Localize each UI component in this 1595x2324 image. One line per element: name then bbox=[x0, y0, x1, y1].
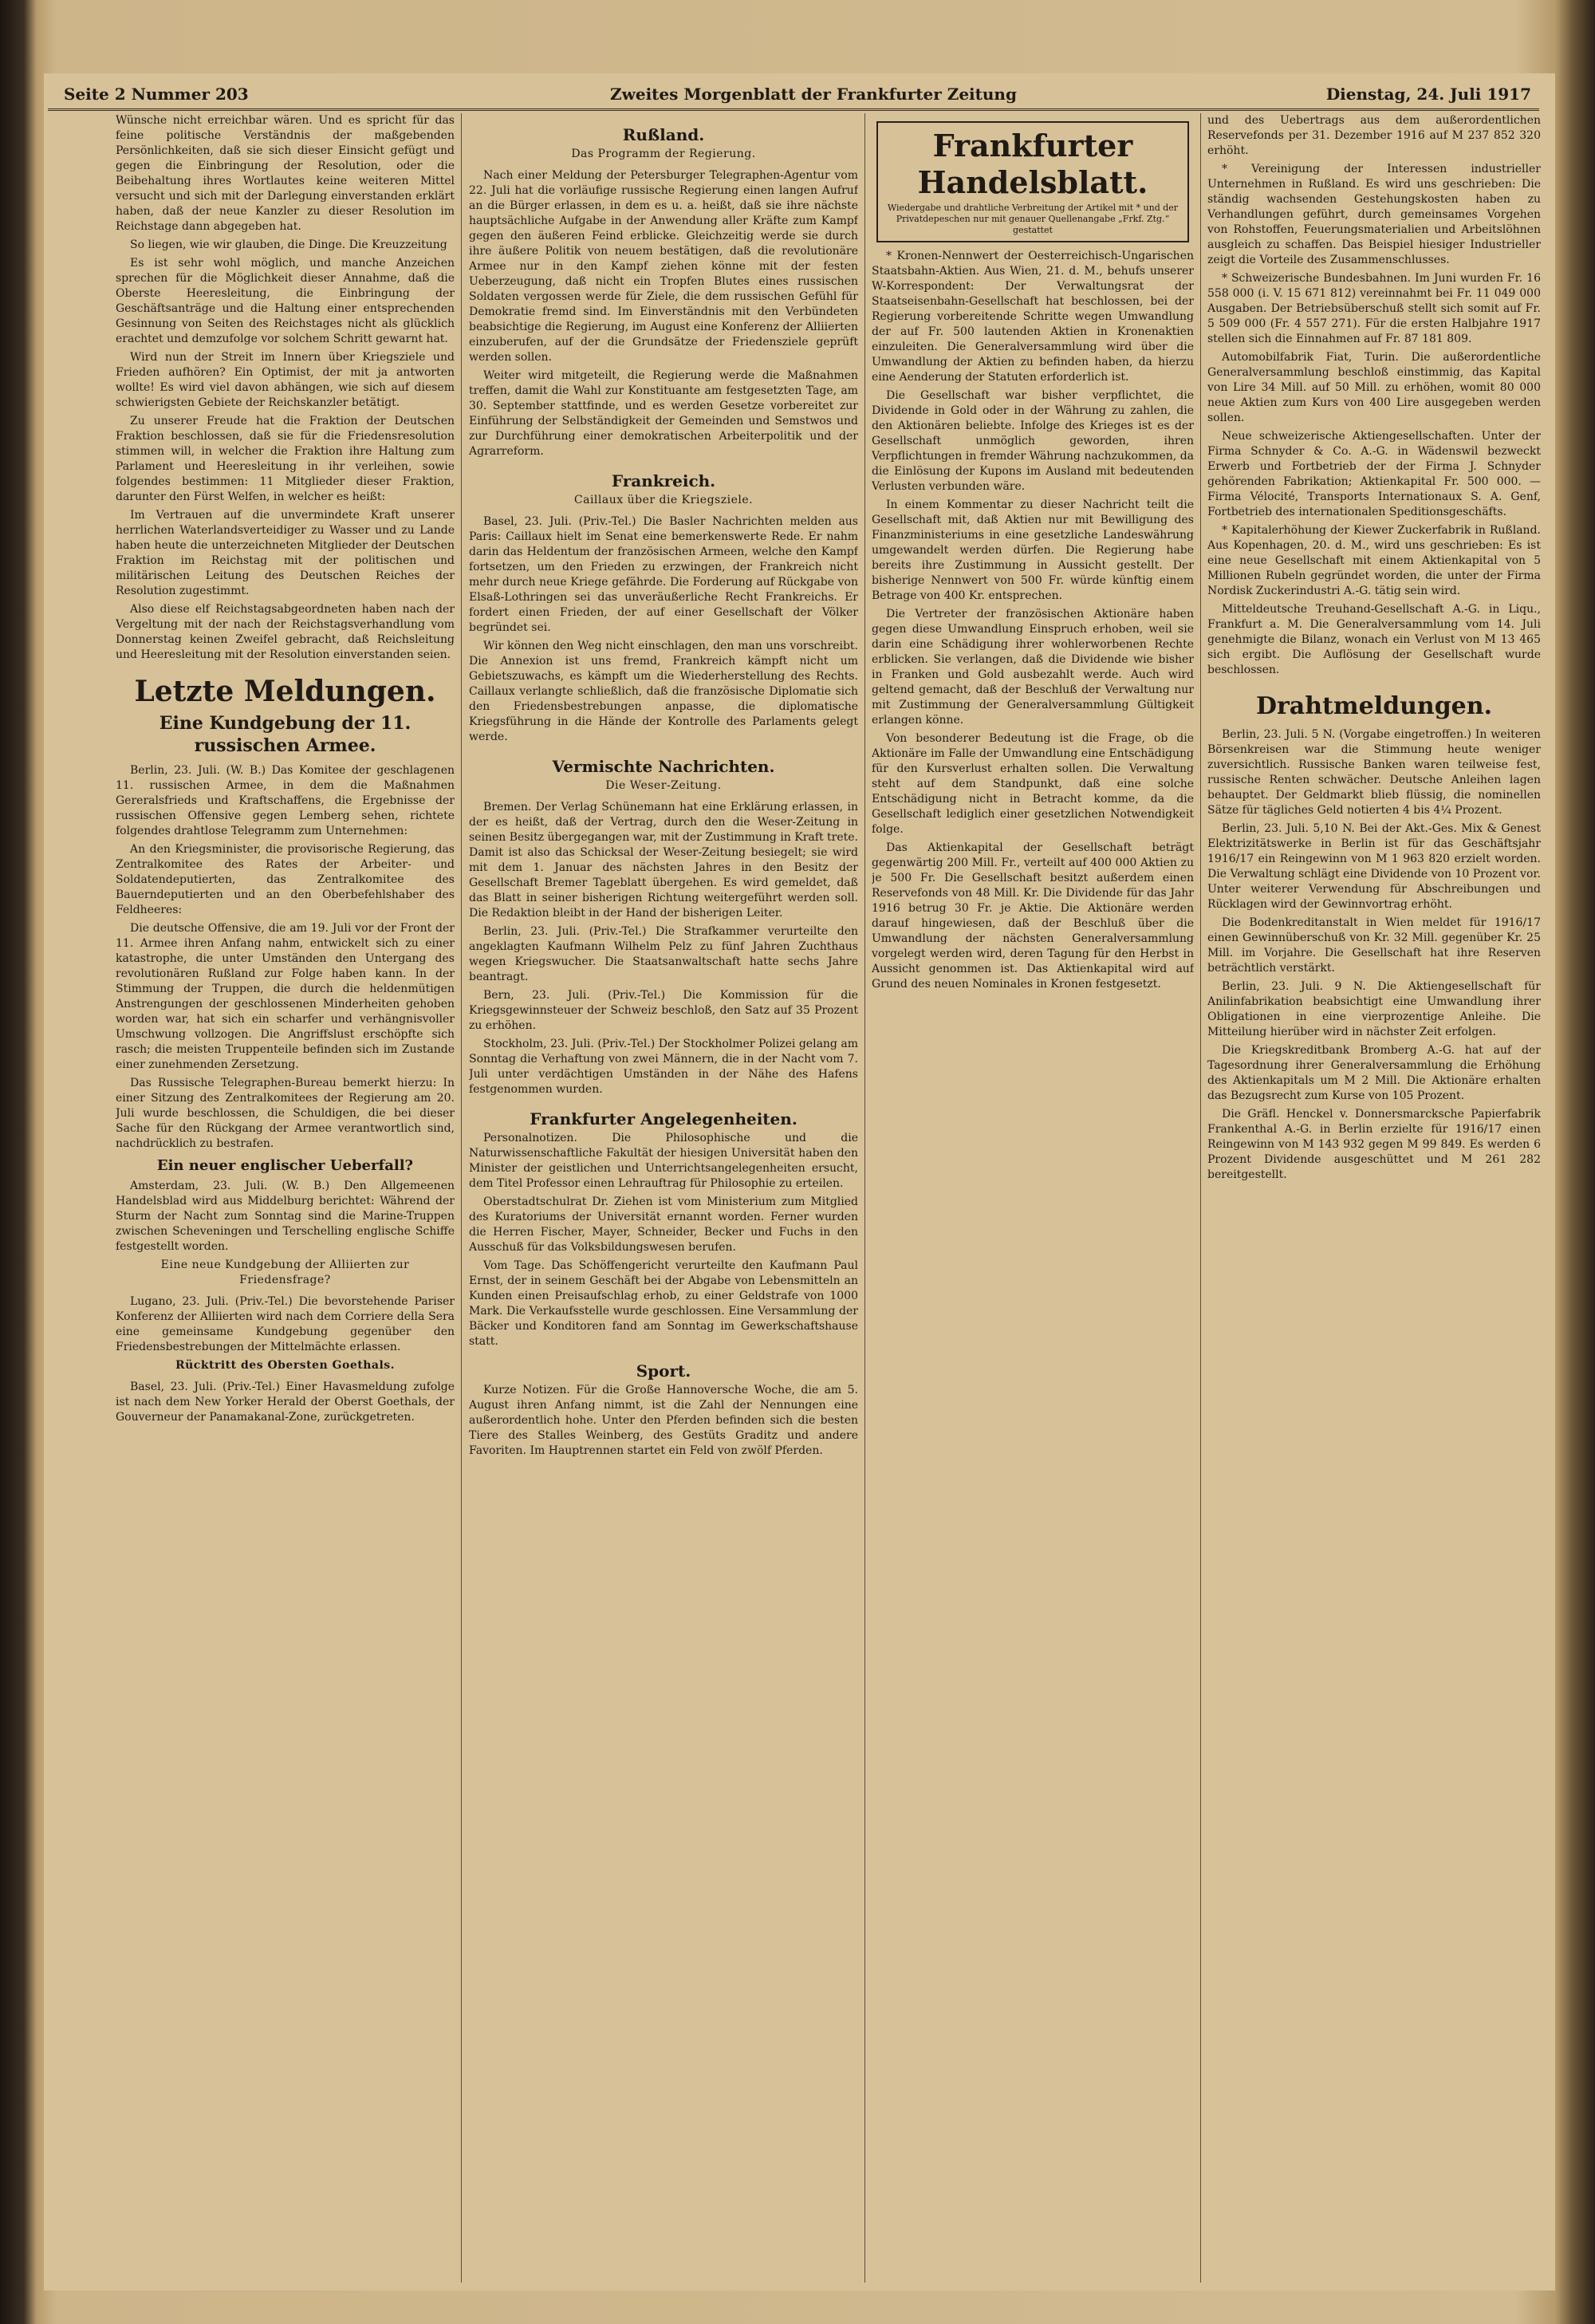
article-paragraph: Amsterdam, 23. Juli. (W. B.) Den Allgemeenen Handelsblad wird aus Middelburg berichtet: Während der Sturm der Nacht zum Sonntag sind die Marine-Truppen zwischen Scheveningen und Terschelling englische Schiffe festgestellt worden. bbox=[116, 1180, 455, 1253]
column-rule bbox=[1200, 113, 1201, 2283]
section-subheading: Das Programm der Regierung. bbox=[571, 148, 756, 160]
article-paragraph: Neue schweizerische Aktiengesellschaften. Unter der Firma Schnyder & Co. A.-G. in Wädenswil bezweckt Erwerb und Fortbetrieb der der Firma J. Schnyder gehörenden Fabrikation; Aktienkapital Fr. 500 000. — Firma Vélocité, Transports Internationaux S. A. Genf, Fortbetrieb des internationalen Speditionsgeschäfts. bbox=[1207, 430, 1541, 518]
article-paragraph: Das Aktienkapital der Gesellschaft beträgt gegenwärtig 200 Mill. Fr., verteilt auf 400 000 Aktien zu je 500 Fr. Die Gesellschaft besitzt außerdem einen Reservefonds von 48 Mill. Kr. Die Dividende für das Jahr 1916 betrug 30 Fr. je Aktie. Die Aktionäre werden darauf hingewiesen, daß der Beschluß über die Umwandlung der nächsten Generalversammlung vorgelegt werden wird, deren Tagung für den Herbst in Aussicht genommen ist. Das Aktienkapital wird auf Grund des neuen Nominales in Kronen festgesetzt. bbox=[872, 841, 1194, 991]
article-paragraph: Bern, 23. Juli. (Priv.-Tel.) Die Kommission für die Kriegsgewinnsteuer der Schweiz beschloß, den Satz auf 35 Prozent zu erhöhen. bbox=[469, 989, 858, 1032]
article-paragraph: Mitteldeutsche Treuhand-Gesellschaft A.-G. in Liqu., Frankfurt a. M. Die Generalversammlung vom 14. Juli genehmigte die Bilanz, wonach ein Verlust von M 13 465 sich ergibt. Die Auflösung der Gesellschaft wurde beschlossen. bbox=[1207, 603, 1541, 676]
article-paragraph: Wird nun der Streit im Innern über Kriegsziele und Frieden aufhören? Ein Optimist, der mit ja antworten wollte! Es wird viel davon abhängen, wie sich auf diesem schwierigsten Gebiete der Reichskanzler betätigt. bbox=[116, 351, 455, 409]
article-headline: Rücktritt des Obersten Goethals. bbox=[175, 1359, 396, 1372]
article-paragraph: Berlin, 23. Juli. 9 N. Die Aktiengesellschaft für Anilinfabrikation beabsichtigt eine Umwandlung ihrer Obligationen in eine vierprozentige Anleihe. Die Mitteilung hierüber wird in nächster Zeit erfolgen. bbox=[1207, 980, 1541, 1038]
article-paragraph: Wünsche nicht erreichbar wären. Und es spricht für das feine politische Verständnis der maßgebenden Persönlichkeiten, daß sie sich dieser Einsicht gefügt und gegen die Einbringung der Resolution, oder die Beibehaltung ihres Wortlautes keine weiteren Mittel versucht und sich mit der Darlegung einverstanden erklärt haben, daß der neue Kanzler zu dieser Resolution im Reichstage dann abgegeben hat. bbox=[116, 114, 455, 233]
article-paragraph: Berlin, 23. Juli. (Priv.-Tel.) Die Strafkammer verurteilte den angeklagten Kaufmann Wilhelm Pelz zu fünf Jahren Zuchthaus wegen Kriegswucher. Die Staatsanwaltschaft hatte sechs Jahre beantragt. bbox=[469, 925, 858, 983]
section-heading-france: Frankreich. bbox=[611, 471, 716, 490]
column-4 bbox=[1207, 113, 1541, 2298]
article-paragraph: Von besonderer Bedeutung ist die Frage, ob die Aktionäre im Falle der Umwandlung eine Entschädigung für den Kursverlust erhalten sollen. Die Verwaltung steht auf dem Standpunkt, daß eine solche Entschädigung nicht in Betracht komme, da die Gesellschaft lediglich einer gesetzlichen Notwendigkeit folge. bbox=[872, 732, 1194, 836]
article-paragraph: Nach einer Meldung der Petersburger Telegraphen-Agentur vom 22. Juli hat die vorläufige russische Regierung einen langen Aufruf an die Bürger erlassen, in dem es u. a. heißt, daß sie ihre nächste hauptsächliche Aufgabe in der Anwendung aller Kräfte zum Kampf gegen den äußeren Feind erblicke. Gleichzeitig werde sie durch ihre äußere Politik von neuem bestätigen, daß die revolutionäre Armee nur in den Kampf ziehen könne mit der festen Ueberzeugung, daß nicht ein Tropfen Blutes eines russischen Soldaten vergossen werde für Ziele, die dem russischen Gefühl für Demokratie fremd sind. Im Einverständnis mit den Verbündeten beabsichtige die Regierung, im August eine Konferenz der Alliierten einzuberufen, auf der die Grundsätze der Friedensziele geprüft werden sollen. bbox=[469, 169, 858, 364]
article-paragraph: Stockholm, 23. Juli. (Priv.-Tel.) Der Stockholmer Polizei gelang am Sonntag die Verhaftung von zwei Männern, die in der Nacht vom 7. Juli unter verdächtigen Umständen in der Nähe des Hafens festgenommen wurden. bbox=[469, 1038, 858, 1096]
column-rule bbox=[864, 113, 865, 2283]
issue-date: Dienstag, 24. Juli 1917 bbox=[1325, 85, 1531, 104]
article-paragraph: Also diese elf Reichstagsabgeordneten haben nach der Vergeltung mit der nach der Reichstagsverhandlung vom Donnerstag keinen Zweifel gebracht, daß Reichsleitung und Heeresleitung mit der Resolution einverstanden seien. bbox=[116, 603, 455, 661]
article-paragraph: * Kapitalerhöhung der Kiewer Zuckerfabrik in Rußland. Aus Kopenhagen, 20. d. M., wird uns geschrieben: Es ist eine neue Gesellschaft mit einem Aktienkapital von 5 Millionen Rubeln gegründet worden, die unter der Firma Nordisk Zuckerindustri A.-G. tätig sein wird. bbox=[1207, 524, 1541, 597]
article-paragraph: Berlin, 23. Juli. (W. B.) Das Komitee der geschlagenen 11. russischen Armee, in dem die Maßnahmen Gereralsfrieds und Kraftschaffens, die Ergebnisse der russischen Offensive gegen Lemberg sehen, richtete folgendes drahtlose Telegramm zum Unternehmen: bbox=[116, 764, 455, 837]
article-paragraph: Berlin, 23. Juli. 5,10 N. Bei der Akt.-Ges. Mix & Genest Elektrizitätswerke in Berlin ist für das Geschäftsjahr 1916/17 ein Reingewinn von M 1 963 820 erzielt worden. Die Verwaltung schlägt eine Dividende von 10 Prozent vor. Unter weiterer Verwendung für Abschreibungen und Rücklagen wird der Gewinnvortrag erhöht. bbox=[1207, 822, 1541, 911]
article-paragraph: Bremen. Der Verlag Schünemann hat eine Erklärung erlassen, in der es heißt, daß der Vertrag, durch den die Weser-Zeitung in seinen Besitz übergegangen war, mit der Zustimmung in Kraft trete. Damit ist also das Schicksal der Weser-Zeitung besiegelt; sie wird mit dem 1. Januar des nächsten Jahres in den Besitz der Gesellschaft Bremer Tageblatt übergehen. Es wird gemeldet, daß das Blatt in seiner bisherigen Richtung weitergeführt werden soll. Die Redaktion bleibt in der Hand der bisherigen Leiter. bbox=[469, 801, 858, 920]
article-paragraph: Vom Tage. Das Schöffengericht verurteilte den Kaufmann Paul Ernst, der in seinem Geschäft bei der Abgabe von Lebensmitteln an Kunden einen Preisaufschlag erhob, zu einer Geldstrafe von 1000 Mark. Die Verkaufsstelle wurde geschlossen. Eine Versammlung der Bäcker und Konditoren fand am Sonntag im Gewerkschaftshause statt. bbox=[469, 1259, 858, 1348]
section-heading-latest: Letzte Meldungen. bbox=[134, 675, 436, 708]
article-paragraph: Die Gräfl. Henckel v. Donnersmarcksche Papierfabrik Frankenthal A.-G. in Berlin erzielte für 1916/17 einen Reingewinn von M 143 932 gegen M 99 849. Es werden 6 Prozent Dividende ausgeschüttet und M 261 282 bereitgestellt. bbox=[1207, 1108, 1541, 1181]
article-paragraph: Die Kriegskreditbank Bromberg A.-G. hat auf der Tagesordnung ihrer Generalversammlung die Erhöhung des Aktienkapitals um M 2 Mill. Die Aktionäre erhalten das Bezugsrecht zum Kurse von 105 Prozent. bbox=[1207, 1044, 1541, 1102]
article-paragraph: Im Vertrauen auf die unvermindete Kraft unserer herrlichen Waterlandsverteidiger zu Wasser und zu Lande haben heute die unterzeichneten Mitglieder der Deutschen Fraktion im Reichstag mit der politischen und militärischen Leitung des Deutschen Reiches der Resolution zugestimmt. bbox=[116, 509, 455, 597]
article-paragraph: So liegen, wie wir glauben, die Dinge. Die Kreuzzeitung bbox=[130, 238, 447, 251]
article-paragraph: Das Russische Telegraphen-Bureau bemerkt hierzu: In einer Sitzung des Zentralkomitees der Regierung am 20. Juli wurde beschlossen, die Schuldigen, die bei dieser Sache für den Rückgang der Armee verantwortlich sind, nachdrücklich zu bestrafen. bbox=[116, 1077, 455, 1150]
section-heading-drahtmeldungen: Drahtmeldungen. bbox=[1255, 692, 1493, 720]
article-paragraph: * Vereinigung der Interessen industrieller Unternehmen in Rußland. Es wird uns geschrieben: Die ständig wachsenden Gestehungskosten haben zu Verhandlungen geführt, durch gemeinsames Vorgehen von Rohstoffen, Feuerungsmaterialien und Arbeitslöhnen ausgleich zu schaffen. Das Beispiel hiesiger Industrieller zeigt die Vorteile des Zusammenschlusses. bbox=[1207, 163, 1541, 266]
article-headline: Ein neuer englischer Ueberfall? bbox=[156, 1157, 414, 1174]
section-heading-misc: Vermischte Nachrichten. bbox=[552, 757, 775, 776]
article-paragraph: und des Uebertrags aus dem außerordentlichen Reservefonds per 31. Dezember 1916 auf M 237 852 320 erhöht. bbox=[1207, 114, 1541, 157]
article-headline: Eine Kundgebung der 11. russischen Armee. bbox=[159, 713, 412, 756]
article-paragraph: Oberstadtschulrat Dr. Ziehen ist vom Ministerium zum Mitglied des Kuratoriums der Universität ernannt worden. Ferner wurden die Herren Fischer, Mayer, Schneider, Becker und Fuchs in den Ausschuß für das Volksbildungswesen berufen. bbox=[469, 1195, 858, 1254]
newspaper-title: Zweites Morgenblatt der Frankfurter Zeitung bbox=[610, 85, 1017, 104]
handelsblatt-title: Frankfurter Handelsblatt. bbox=[917, 128, 1148, 200]
section-heading-russia: Rußland. bbox=[622, 125, 705, 144]
article-paragraph: Basel, 23. Juli. (Priv.-Tel.) Die Basler Nachrichten melden aus Paris: Caillaux hielt im Senat eine bemerkenswerte Rede. Er nahm darin das Heldentum der französischen Armeen, welche den Kampf fortsetzen, um den Frieden zu erzwingen, der Frankreich nicht mehr durch neue Kriege gefährde. Die Forderung auf Rückgabe von Elsaß-Lothringen sei das unveräußerliche Recht Frankreichs. Er fordert einen Frieden, der auf einer Gesellschaft der Völker begründet sei. bbox=[469, 515, 858, 634]
article-paragraph: Berlin, 23. Juli. 5 N. (Vorgabe eingetroffen.) In weiteren Börsenkreisen war die Stimmung heute weniger zuversichtlich. Russische Banken waren teilweise fest, russische Renten schwächer. Deutsche Anleihen lagen behauptet. Der Geldmarkt blieb flüssig, die nominellen Sätze für tägliches Geld notierten 4 bis 4¼ Prozent. bbox=[1207, 728, 1541, 817]
article-paragraph: Automobilfabrik Fiat, Turin. Die außerordentliche Generalversammlung beschloß einstimmig, das Kapital von Lire 34 Mill. auf 50 Mill. zu erhöhen, womit 80 000 neue Aktien zum Kurs von 400 Lire ausgegeben werden sollen. bbox=[1207, 351, 1541, 424]
article-paragraph: Zu unserer Freude hat die Fraktion der Deutschen Fraktion beschlossen, daß sie für die Friedensresolution stimmen will, in welcher die Fraktion ihre Haltung zum Parlament und Heeresleitung in ihr verleihen, sowie folgendes bestimmen: 11 Mitglieder dieser Fraktion, darunter den Fürst Welfen, in welcher es heißt: bbox=[116, 415, 455, 503]
article-paragraph: Die Gesellschaft war bisher verpflichtet, die Dividende in Gold oder in der Währung zu zahlen, die den Aktionären beliebte. Infolge des Krieges ist es der Gesellschaft unmöglich geworden, ihren Verpflichtungen in fremder Währung nachzukommen, da die Einlösung der Kupons im Ausland mit bedeutenden Verlusten verbunden wäre. bbox=[872, 389, 1194, 493]
column-rule bbox=[461, 113, 462, 2283]
section-subheading: Caillaux über die Kriegsziele. bbox=[573, 494, 754, 506]
article-paragraph: Weiter wird mitgeteilt, die Regierung werde die Maßnahmen treffen, damit die Wahl zur Konstituante am festgesetzten Tage, am 30. September stattfinde, und es werden Gesetze vorbereitet zur Einführung der Selbständigkeit der Gemeinden und Semstwos und zur Durchführung einer demokratischen Arbeiterpolitik und der Agrarreform. bbox=[469, 369, 858, 458]
column-3 bbox=[872, 113, 1194, 2298]
section-heading-sport: Sport. bbox=[636, 1361, 691, 1381]
column-2 bbox=[469, 113, 858, 2298]
article-paragraph: Die deutsche Offensive, die am 19. Juli vor der Front der 11. Armee ihren Anfang nahm, entwickelt sich zu einer katastrophe, die unter Umständen den Untergang des revolutionären Rußland zur Folge haben kann. In der Stimmung der Truppen, die durch die heldenmütigen Anstrengungen der geschlossenen Minderheiten gehoben worden war, hat sich ein scharfer und verhängnisvoller Umschwung vollzogen. Die Angriffslust erschöpfte sich rasch; die meisten Truppenteile befinden sich im Zustande einer zunehmenden Zersetzung. bbox=[116, 922, 455, 1071]
article-paragraph: Die Vertreter der französischen Aktionäre haben gegen diese Umwandlung Einspruch erhoben, weil sie darin eine Schädigung ihrer wohlerworbenen Rechte erblicken. Sie verlangen, daß die Dividende wie bisher in Franken und Gold ausbezahlt werde. Auch wird geltend gemacht, daß der Beschluß der Verwaltung nur mit Zustimmung der Generalversammlung Gültigkeit erlangen könne. bbox=[872, 608, 1194, 727]
reproduction-notice: Wiedergabe und drahtliche Verbreitung der Artikel mit * und der Privatdepeschen nur mit genauer Quellenangabe „Frkf. Ztg.“ gestattet bbox=[887, 203, 1179, 235]
article-paragraph: Basel, 23. Juli. (Priv.-Tel.) Einer Havasmeldung zufolge ist nach dem New Yorker Herald der Oberst Goethals, der Gouverneur der Panamakanal-Zone, zurückgetreten. bbox=[116, 1381, 455, 1424]
masthead bbox=[48, 77, 1539, 111]
article-paragraph: In einem Kommentar zu dieser Nachricht teilt die Gesellschaft mit, daß Aktien nur mit Bewilligung des Finanzministeriums in eine gesetzliche Landeswährung umgewandelt werden dürfen. Die Regierung habe bereits ihre Zustimmung in Aussicht gestellt. Der bisherige Nennwert von 500 Fr. würde künftig einem Betrage von 400 Kr. entsprechen. bbox=[872, 498, 1194, 602]
article-paragraph: * Kronen-Nennwert der Oesterreichisch-Ungarischen Staatsbahn-Aktien. Aus Wien, 21. d. M., behufs unserer W-Korrespondent: Der Verwaltungsrat der Staatseisenbahn-Gesellschaft hat beschlossen, bei der Regierung vorbereitende Schritte wegen Umwandlung der auf Fr. 500 lautenden Aktien in Kronenaktien einzuleiten. Die Generalversammlung wird über die Umwandlung der Aktien zu befinden haben, da hierzu eine Aenderung der Statuten erforderlich ist. bbox=[872, 250, 1194, 384]
article-paragraph: An den Kriegsminister, die provisorische Regierung, das Zentralkomitee des Rates der Arbeiter- und Soldatendeputierten, das Zentralkomitee des Bauerndeputierten und an den Oberbefehlshaber des Feldheeres: bbox=[116, 843, 455, 916]
article-paragraph: Kurze Notizen. Für die Große Hannoversche Woche, die am 5. August ihren Anfang nimmt, ist die Zahl der Nennungen eine außerordentlich hohe. Unter den Pferden befinden sich die besten Tiere des Stalles Weinberg, des Gestüts Graditz und andere Favoriten. Im Hauptrennen startet ein Feld von zwölf Pferden. bbox=[469, 1384, 858, 1457]
section-subheading: Die Weser-Zeitung. bbox=[605, 779, 722, 792]
article-paragraph: Die Bodenkreditanstalt in Wien meldet für 1916/17 einen Gewinnüberschuß von Kr. 32 Mill. gegenüber Kr. 25 Mill. im Vorjahre. Die Gesellschaft hat ihre Reserven beträchtlich verstärkt. bbox=[1207, 916, 1541, 975]
column-1 bbox=[116, 113, 455, 2298]
article-paragraph: Personalnotizen. Die Philosophische und die Naturwissenschaftliche Fakultät der hiesigen Universität haben den Minister der geistlichen und Unterrichtsangelegenheiten ersucht, dem Titel Professor einen Lehrauftrag für Philosophie zu erteilen. bbox=[469, 1132, 858, 1190]
article-paragraph: Wir können den Weg nicht einschlagen, den man uns vorschreibt. Die Annexion ist uns fremd, Frankreich kämpft nicht um Gebietszuwachs, es kämpft um die Wiederherstellung des Rechts. Caillaux verlangte schließlich, daß die französische Diplomatie sich den Friedensbestrebungen anpasse, die diplomatische Kriegsführung in die Hände der Kontrolle des Parlaments gelegt werde. bbox=[469, 640, 858, 743]
section-heading-frankfurt: Frankfurter Angelegenheiten. bbox=[530, 1109, 798, 1129]
handelsblatt-header-box bbox=[876, 121, 1189, 242]
article-paragraph: Lugano, 23. Juli. (Priv.-Tel.) Die bevorstehende Pariser Konferenz der Alliierten wird nach dem Corriere della Sera eine gemeinsame Kundgebung gegenüber den Friedensbestrebungen der Mittelmächte erlassen. bbox=[116, 1295, 455, 1353]
article-paragraph: Es ist sehr wohl möglich, und manche Anzeichen sprechen für die Möglichkeit dieser Annahme, daß die Oberste Heeresleitung, die Einbringung der Geschäftsanträge und die Haltung einer entsprechenden Gesinnung von Seiten des Reichstages nicht als glücklich erachtet und demzufolge vor solchem Schritt gewarnt hat. bbox=[116, 257, 455, 345]
article-headline: Eine neue Kundgebung der Alliierten zur Friedensfrage? bbox=[160, 1259, 410, 1286]
page-number: Seite 2 Nummer 203 bbox=[64, 85, 249, 104]
article-paragraph: * Schweizerische Bundesbahnen. Im Juni wurden Fr. 16 558 000 (i. V. 15 671 812) vereinnahmt bei Fr. 11 049 000 Ausgaben. Der Betriebsüberschuß stellt sich somit auf Fr. 5 509 000 (Fr. 4 557 271). Für die ersten Halbjahre 1917 stellen sich die Einnahmen auf Fr. 87 181 809. bbox=[1207, 272, 1541, 345]
